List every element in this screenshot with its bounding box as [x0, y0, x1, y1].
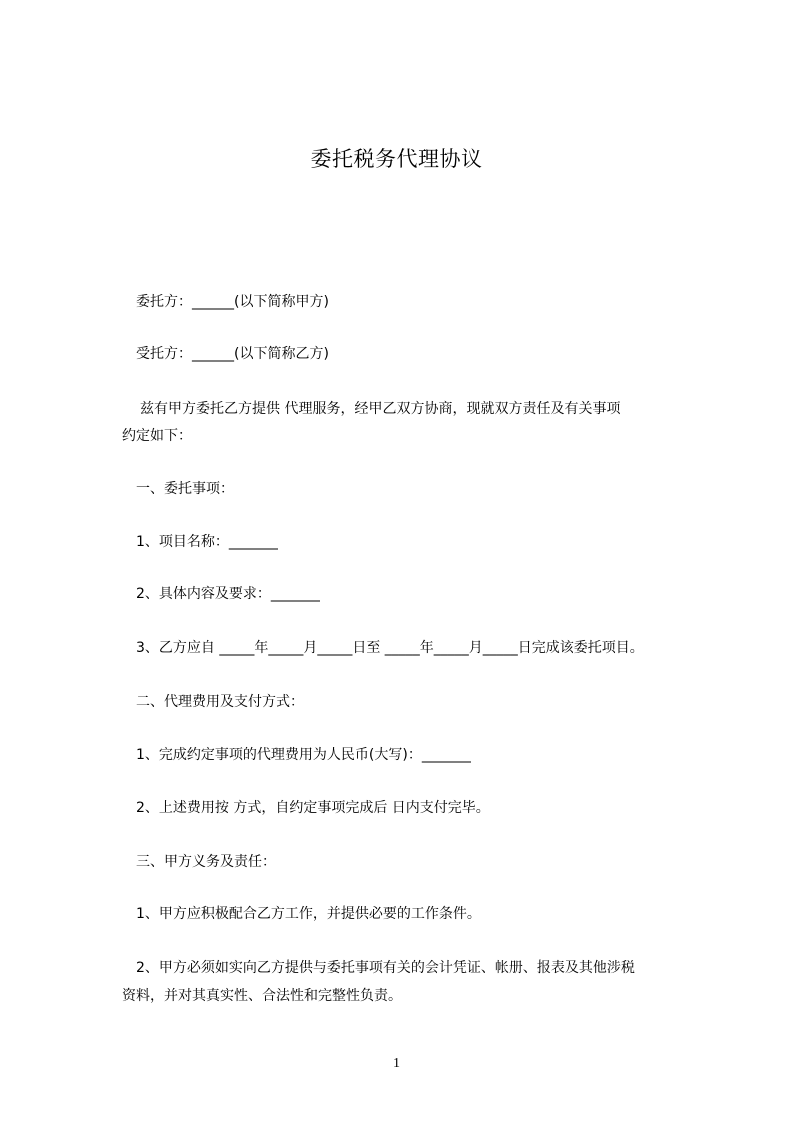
item-completion-period: 3、乙方应自 _____年_____月_____日至 _____年_____月_____日完成该委托项目。	[136, 640, 644, 656]
intro-paragraph-line-2: 约定如下：	[122, 428, 192, 444]
client-party-line: 委托方：______(以下简称甲方)	[136, 294, 329, 310]
page-number: 1	[393, 1056, 400, 1071]
item-project-name: 1、项目名称：_______	[136, 534, 278, 550]
item-fee-amount: 1、完成约定事项的代理费用为人民币(大写)：_______	[136, 747, 471, 763]
client-duty-2-line-1: 2、甲方必须如实向乙方提供与委托事项有关的会计凭证、帐册、报表及其他涉税	[136, 960, 635, 976]
item-content-requirements: 2、具体内容及要求：_______	[136, 586, 320, 602]
section-heading-commission: 一、委托事项：	[136, 481, 234, 497]
agent-party-line: 受托方：______(以下简称乙方)	[136, 346, 329, 362]
client-duty-2-line-2: 资料，并对其真实性、合法性和完整性负责。	[122, 988, 402, 1004]
section-heading-client-duties: 三、甲方义务及责任：	[136, 854, 276, 870]
item-client-duty-1: 1、甲方应积极配合乙方工作，并提供必要的工作条件。	[136, 906, 481, 922]
item-payment-method: 2、上述费用按 方式，自约定事项完成后 日内支付完毕。	[136, 800, 490, 816]
intro-paragraph-line-1: 兹有甲方委托乙方提供 代理服务，经甲乙双方协商，现就双方责任及有关事项	[140, 401, 621, 417]
section-heading-fees: 二、代理费用及支付方式：	[136, 694, 304, 710]
document-title: 委托税务代理协议	[310, 147, 483, 171]
